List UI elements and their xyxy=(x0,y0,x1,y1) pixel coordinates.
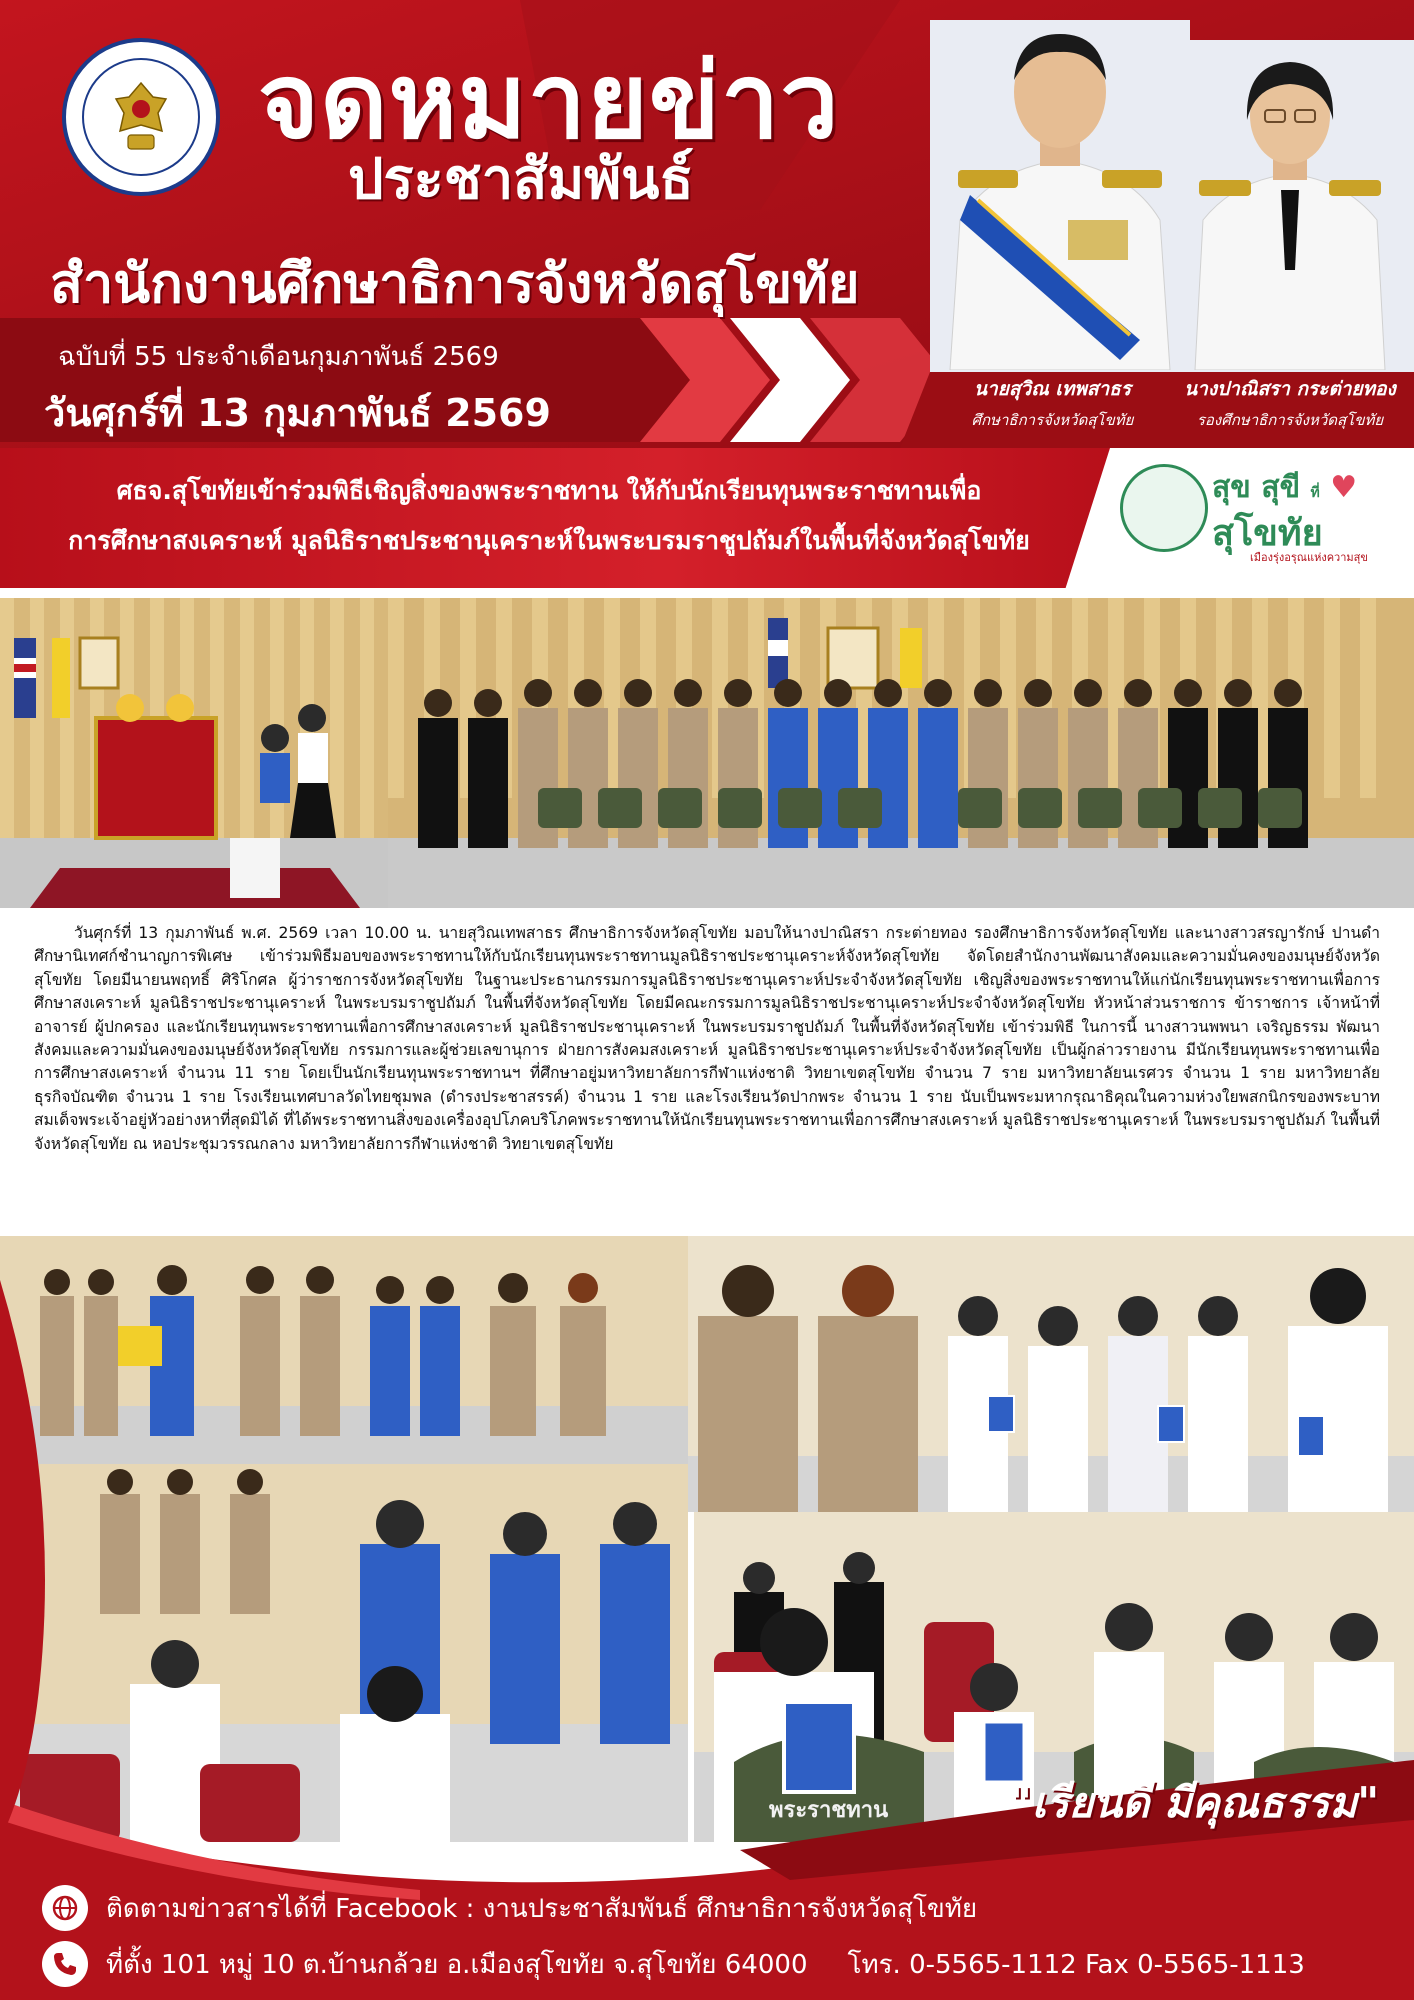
garuda-emblem-icon xyxy=(108,79,174,155)
official-card-deputy xyxy=(1175,374,1405,444)
organization-name: สำนักงานศึกษาธิการจังหวัดสุโขทัย xyxy=(50,252,860,315)
official-card-director xyxy=(930,374,1175,444)
facebook-contact xyxy=(42,1884,977,1932)
facebook-text: ติดตามข่าวสารได้ที่ Facebook : งานประชาสัมพันธ์ ศึกษาธิการจังหวัดสุโขทัย xyxy=(106,1893,978,1924)
brand-emblem-icon xyxy=(1120,464,1208,552)
newsletter-title: จดหมายข่าว xyxy=(258,40,840,162)
headline-text xyxy=(14,466,1084,566)
official-name: นางปาณิสรา กระต่ายทอง xyxy=(1184,378,1396,400)
sukhothai-brand-logo xyxy=(1120,462,1368,564)
brand-small-word: ที่ xyxy=(1310,485,1320,501)
phone-text: โทร. 0-5565-1112 Fax 0-5565-1113 xyxy=(847,1949,1305,1980)
newsletter-subtitle: ประชาสัมพันธ์ xyxy=(348,147,694,212)
headline-line-2: การศึกษาสงเคราะห์ มูลนิธิราชประชานุเคราะห์ในพระบรมราชูปถัมภ์ในพื้นที่จังหวัดสุโขทัย xyxy=(68,526,1030,555)
brand-line-2: สุโขทัย xyxy=(1212,513,1323,554)
left-red-swoosh xyxy=(0,1280,120,1840)
photo-ceremony-altar xyxy=(0,598,388,908)
issue-number: ฉบับที่ 55 ประจำเดือนกุมภาพันธ์ 2569 xyxy=(58,342,499,372)
headline-line-1: ศธจ.สุโขทัยเข้าร่วมพิธีเชิญสิ่งของพระราชทาน ให้กับนักเรียนทุนพระราชทานเพื่อ xyxy=(116,476,982,505)
official-position: รองศึกษาธิการจังหวัดสุโขทัย xyxy=(1196,411,1384,429)
article-body: วันศุกร์ที่ 13 กุมภาพันธ์ พ.ศ. 2569 เวลา 10.00 น. นายสุวิณเทพสาธร ศึกษาธิการจังหวัดสุโขทัย มอบให้นางปาณิสรา กระต่ายทอง รองศึกษาธิการจังหวัดสุโขทัย และนางสาวสรญารักษ์ ปานดำ ศึกษานิเทศก์ชำนาญการพิเศษ เข้าร่วมพิธีมอบของพระราชทานให้กับนักเรียนทุนพระราชทานมูลนิธิราชประชานุเคราะห์จังหวัดสุโขทัย จัดโดยสำนักงานพัฒนาสังคมและความมั่นคงของมนุษย์จังหวัดสุโขทัย โดยมีนายนพฤทธิ์ ศิริโกศล ผู้ว่าราชการจังหวัดสุโขทัย ในฐานะประธานกรรมการมูลนิธิราชประชานุเคราะห์ประจำจังหวัดสุโขทัย เชิญสิ่งของพระราชทานให้แก่นักเรียนทุนพระราชทานเพื่อการศึกษาสงเคราะห์ มูลนิธิราชประชานุเคราะห์ ในพระบรมราชูปถัมภ์ ในพื้นที่จังหวัดสุโขทัย โดยมีคณะกรรมการมูลนิธิราชประชานุเคราะห์ประจำจังหวัดสุโขทัย หัวหน้าส่วนราชการ ข้าราชการ เจ้าหน้าที่ อาจารย์ ผู้ปกครอง และนักเรียนทุนพระราชทานเพื่อการศึกษาสงเคราะห์ มูลนิธิราชประชานุเคราะห์ ในพระบรมราชูปถัมภ์ ในพื้นที่จังหวัดสุโขทัย เข้าร่วมพิธี ในการนี้ นางสาวนพพนา เจริญธรรม พัฒนาสังคมและความมั่นคงของมนุษย์จังหวัดสุโขทัย กรรมการและผู้ช่วยเลขานุการ ฝ่ายการสังคมสงเคราะห์ มูลนิธิราชประชานุเคราะห์ประจำจังหวัดสุโขทัย เป็นผู้กล่าวรายงาน มีนักเรียนทุนพระราชทานเพื่อการศึกษาสงเคราะห์ จำนวน 11 ราย โดยเป็นนักเรียนทุนพระราชทานฯ ที่ศึกษาอยู่มหาวิทยาลัยการกีฬาแห่งชาติ วิทยาเขตสุโขทัย จำนวน 7 ราย มหาวิทยาลัยนเรศวร จำนวน 1 ราย มหาวิทยาลัยธุรกิจบัณฑิต จำนวน 1 ราย โรงเรียนเทศบาลวัดไทยชุมพล (ดำรงประชาสรรค์) จำนวน 1 ราย และโรงเรียนวัดปากพระ จำนวน 1 ราย นับเป็นพระมหากรุณาธิคุณในความห่วงใยพสกนิกรของพระบาทสมเด็จพระเจ้าอยู่หัวอย่างหาที่สุดมิได้ ที่ได้พระราชทานสิ่งของเครื่องอุปโภคบริโภคพระราชทานให้นักเรียนทุนพระราชทานเพื่อการศึกษาสงเคราะห์ มูลนิธิราชประชานุเคราะห์ ในพระบรมราชูปถัมภ์ ในพื้นที่จังหวัดสุโขทัย ณ หอประชุมวรรณกลาง มหาวิทยาลัยการกีฬาแห่งชาติ วิทยาเขตสุโขทัย xyxy=(34,924,1380,1153)
address-contact xyxy=(42,1940,1305,1988)
globe-icon xyxy=(42,1885,88,1931)
motto: "เรียนดี มีคุณธรรม" xyxy=(1010,1778,1380,1827)
address-text: ที่ตั้ง 101 หมู่ 10 ต.บ้านกล้วย อ.เมืองสุโขทัย จ.สุโขทัย 64000 xyxy=(106,1949,808,1980)
issue-date: วันศุกร์ที่ 13 กุมภาพันธ์ 2569 xyxy=(44,391,551,435)
heart-icon: ♥ xyxy=(1330,470,1358,505)
bag-label: พระราชทาน xyxy=(769,1798,889,1823)
brand-tagline: เมืองรุ่งอรุณแห่งความสุข xyxy=(1250,551,1368,564)
phone-icon xyxy=(42,1941,88,1987)
office-seal-logo xyxy=(62,38,220,196)
photo-students-portraits xyxy=(688,1236,1414,1512)
official-position: ศึกษาธิการจังหวัดสุโขทัย xyxy=(971,411,1134,429)
photo-group xyxy=(388,598,1414,908)
portrait-deputy xyxy=(1185,50,1395,370)
brand-line-1: สุข สุขี ที่ ♥ xyxy=(1212,470,1358,505)
portrait-director xyxy=(930,20,1190,370)
newsletter-header xyxy=(0,0,1414,448)
official-name: นายสุวิณ เทพสาธร xyxy=(974,378,1131,400)
